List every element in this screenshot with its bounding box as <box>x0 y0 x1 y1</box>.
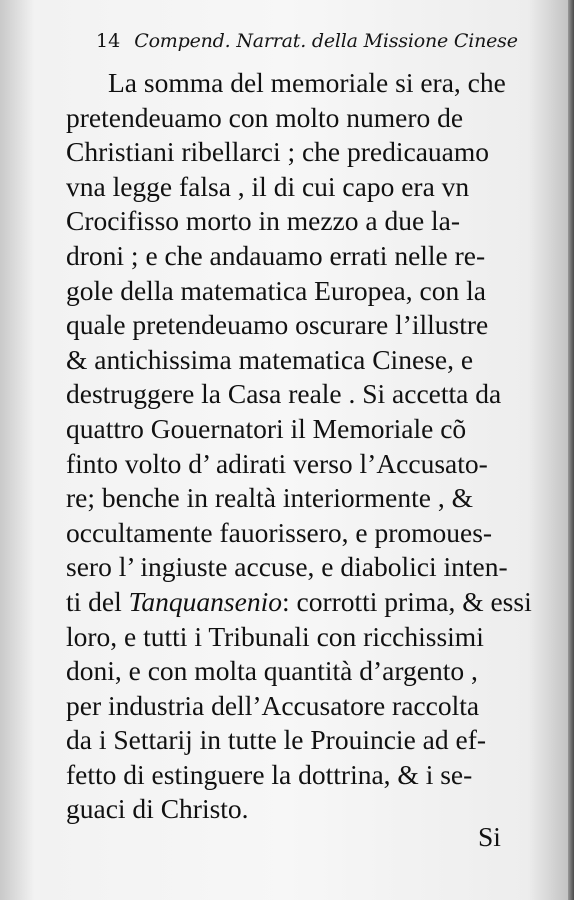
text-line: pretendeuamo con molto numero de <box>66 101 464 133</box>
italic-name: Tanquansenio <box>128 585 282 617</box>
text-line: da i Settarij in tutte le Prouincie ad ef- <box>66 724 487 756</box>
text-line: droni ; e che andauamo errati nelle re- <box>66 239 486 271</box>
catchword: Si <box>478 821 501 852</box>
page-edge-shadow <box>568 0 574 900</box>
text-line: Christiani ribellarci ; che predicauamo <box>66 136 490 168</box>
text-line: destruggere la Casa reale . Si accetta da <box>66 378 502 410</box>
text-line: re; benche in realtà interiormente , & <box>66 482 473 514</box>
text-line: quale pretendeuamo oscurare l’illustre <box>66 309 489 341</box>
text-line: doni, e con molta quantità d’argento , <box>66 655 478 687</box>
text-line: quattro Gouernatori il Memoriale cõ <box>66 412 467 444</box>
running-title: Compend. Narrat. della Missione Cinese <box>134 30 518 52</box>
text-line: loro, e tutti i Tribunali con ricchissimi <box>66 620 484 652</box>
text-line: fetto di estinguere la dottrina, & i se- <box>66 758 473 790</box>
body-paragraph <box>66 66 554 827</box>
text-line: La somma del memoriale si era, che <box>108 67 506 98</box>
text-segment: ti del <box>66 585 122 617</box>
text-line: per industria dell’Accusatore raccolta <box>66 689 480 721</box>
text-line: finto volto d’ adirati verso l’Accusato- <box>66 447 488 479</box>
text-segment: : corrotti prima, & essi <box>281 585 532 617</box>
text-line: & antichissima matematica Cinese, e <box>66 343 474 375</box>
page-number: 14 <box>96 30 121 52</box>
text-line: guaci di Christo. <box>66 793 249 825</box>
text-line: sero l’ ingiuste accuse, e diabolici inten- <box>66 551 508 583</box>
running-header <box>96 30 518 52</box>
text-line: occultamente fauorissero, e promoues- <box>66 516 493 548</box>
text-line: vna legge falsa , il di cui capo era vn <box>66 170 470 202</box>
text-line: gole della matematica Europea, con la <box>66 274 486 306</box>
text-line: Crocifisso morto in mezzo a due la- <box>66 205 461 237</box>
text-line-mixed <box>66 585 554 620</box>
